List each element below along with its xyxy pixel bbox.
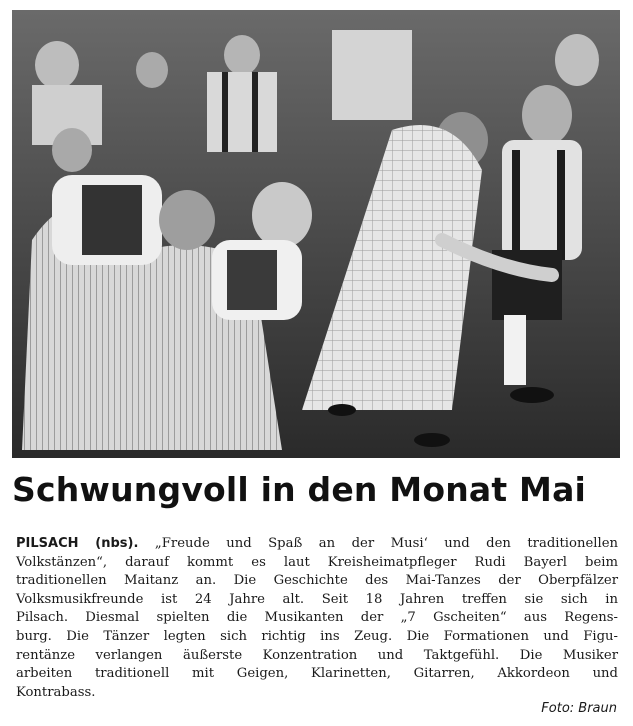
article-line-3: traditionellen Maitanz an. Die Geschichte des Mai-Tanzes der Oberpfälzer xyxy=(16,573,618,589)
photo-credit: Foto: Braun xyxy=(541,701,617,716)
article-photo xyxy=(12,10,620,458)
article-line-8: arbeiten traditionell mit Geigen, Klarinetten, Gitarren, Akkordeon und xyxy=(16,666,618,682)
article-line-1: PILSACH (nbs). „Freude und Spaß an der Musi‘ und den traditionellen xyxy=(16,536,618,551)
article-line-6: burg. Die Tänzer legten sich richtig ins Zeug. Die Formationen und Figu- xyxy=(16,628,618,644)
article-line-2: Volkstänzen“, darauf kommt es laut Kreisheimatpfleger Rudi Bayerl beim xyxy=(16,554,618,570)
dateline: PILSACH (nbs). xyxy=(16,536,139,551)
article-line-4: Volksmusikfreunde ist 24 Jahre alt. Seit 18 Jahren treffen sie sich in xyxy=(16,591,618,607)
headline: Schwungvoll in den Monat Mai xyxy=(12,470,587,509)
article-line-5: Pilsach. Diesmal spielten die Musikanten der „7 Gscheiten“ aus Regens- xyxy=(16,610,618,626)
dancing-couples-photo xyxy=(12,10,620,458)
article-line-9: Kontrabass. xyxy=(16,684,96,700)
article-body xyxy=(16,535,618,702)
article-line-7: rentänze verlangen äußerste Konzentration und Taktgefühl. Die Musiker xyxy=(16,647,618,663)
